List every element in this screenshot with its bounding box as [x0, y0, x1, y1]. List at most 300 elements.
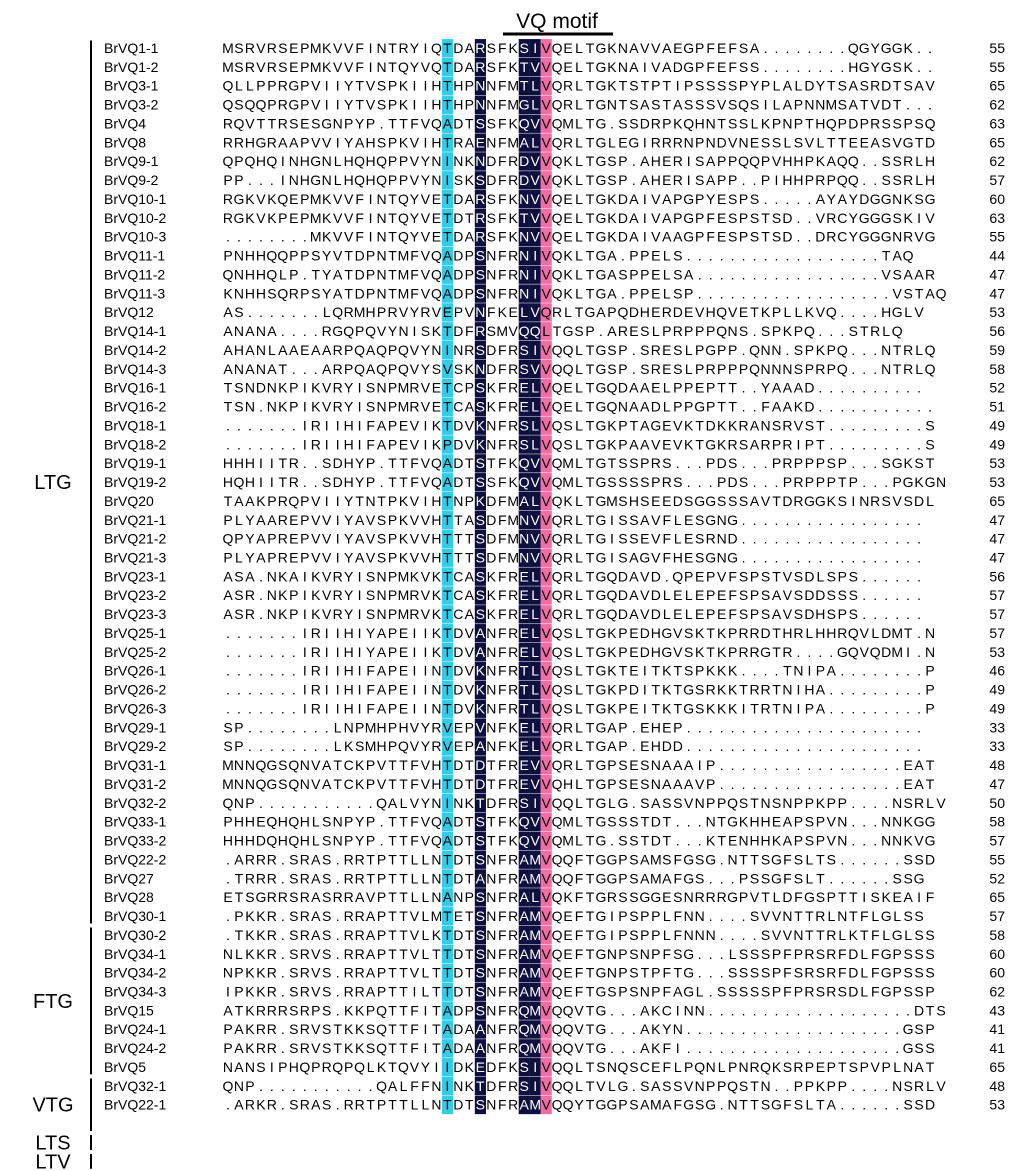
residue: A — [826, 153, 837, 170]
residue: H — [299, 153, 310, 170]
residue: L — [531, 568, 540, 585]
residue: S — [278, 775, 288, 792]
residue: . — [884, 851, 889, 868]
residue: R — [310, 662, 321, 679]
residue: . — [313, 719, 318, 736]
residue: L — [575, 285, 583, 302]
residue: N — [244, 398, 255, 415]
residue: R — [782, 417, 793, 434]
residue: . — [917, 96, 922, 113]
residue: . — [313, 323, 318, 340]
residue: E — [815, 1058, 826, 1075]
residue: S — [475, 285, 485, 302]
residue: N — [486, 247, 497, 264]
residue: I — [335, 417, 340, 434]
residue: . — [862, 700, 867, 717]
residue: G — [233, 190, 245, 207]
residue: L — [235, 945, 243, 962]
residue: E — [662, 492, 672, 509]
residue: F — [662, 945, 672, 962]
residue: R — [244, 870, 255, 887]
residue: . — [840, 1021, 845, 1038]
residue: G — [562, 323, 574, 340]
residue: G — [683, 851, 695, 868]
residue: P — [387, 568, 398, 585]
residue: Y — [343, 398, 354, 415]
residue: . — [280, 1096, 285, 1113]
residue: S — [640, 360, 650, 377]
residue: P — [705, 757, 716, 774]
residue: G — [617, 794, 629, 811]
residue: F — [662, 549, 672, 566]
residue: P — [793, 455, 804, 472]
residue: . — [763, 285, 768, 302]
residue: A — [354, 549, 365, 566]
residue: R — [255, 1002, 266, 1019]
residue: P — [343, 360, 354, 377]
residue: V — [420, 455, 431, 472]
residue: . — [884, 379, 889, 396]
residue: R — [266, 945, 277, 962]
residue: K — [376, 1058, 387, 1075]
residue: . — [873, 474, 878, 491]
residue: F — [497, 794, 507, 811]
residue: T — [388, 964, 397, 981]
residue: I — [807, 662, 812, 679]
residue: . — [697, 832, 702, 849]
residue: E — [300, 115, 310, 132]
residue: . — [280, 417, 285, 434]
residue: A — [782, 77, 793, 94]
residue: L — [311, 832, 320, 849]
residue: T — [585, 624, 595, 641]
residue: . — [280, 738, 285, 755]
residue: A — [519, 964, 529, 981]
residue: T — [585, 870, 595, 887]
residue: H — [222, 455, 234, 472]
residue: A — [322, 360, 332, 377]
residue: K — [278, 568, 288, 585]
residue: S — [662, 1077, 672, 1094]
residue: A — [782, 832, 793, 849]
residue: . — [873, 304, 878, 321]
residue: I — [258, 455, 263, 472]
sequence-name: BrVQ1-1 — [104, 40, 159, 56]
residue: Q — [518, 832, 530, 849]
residue: I — [335, 681, 340, 698]
residue: I — [357, 417, 362, 434]
residue: D — [727, 474, 738, 491]
residue: . — [280, 926, 285, 943]
residue: G — [924, 474, 936, 491]
residue: . — [226, 643, 230, 660]
residue: H — [453, 96, 464, 113]
residue: N — [837, 813, 848, 830]
residue: R — [266, 58, 277, 75]
residue: R — [354, 964, 365, 981]
residue: . — [862, 606, 867, 623]
residue: S — [234, 606, 244, 623]
residue: S — [607, 474, 617, 491]
residue: Q — [288, 492, 300, 509]
residue: . — [851, 832, 856, 849]
residue: T — [585, 172, 595, 189]
residue: Q — [551, 209, 563, 226]
residue: T — [706, 624, 715, 641]
residue: . — [906, 436, 911, 453]
residue: A — [771, 606, 782, 623]
residue: T — [816, 926, 825, 943]
residue: D — [453, 266, 464, 283]
residue: D — [881, 643, 892, 660]
residue: . — [368, 1077, 373, 1094]
residue: S — [618, 115, 628, 132]
residue: F — [497, 662, 507, 679]
residue: L — [531, 417, 540, 434]
residue: E — [519, 568, 529, 585]
residue: D — [453, 624, 464, 641]
residue: A — [256, 511, 266, 528]
residue: . — [774, 285, 779, 302]
residue: E — [563, 58, 573, 75]
residue: K — [464, 360, 475, 377]
residue: K — [343, 1021, 354, 1038]
residue: I — [335, 492, 340, 509]
residue: S — [695, 870, 705, 887]
residue: K — [475, 700, 485, 717]
residue: H — [343, 662, 354, 679]
residue: . — [774, 474, 779, 491]
residue: I — [412, 96, 417, 113]
residue: V — [541, 549, 551, 566]
residue: . — [609, 1021, 614, 1038]
residue: . — [818, 511, 823, 528]
residue: V — [760, 492, 771, 509]
residue: A — [442, 813, 453, 830]
residue: R — [826, 926, 837, 943]
residue: V — [322, 549, 332, 566]
residue: . — [280, 983, 285, 1000]
residue: A — [475, 1040, 485, 1057]
residue: S — [223, 719, 233, 736]
residue: I — [686, 153, 691, 170]
sequence-name: BrVQ11-2 — [104, 266, 166, 283]
residue: T — [585, 568, 595, 585]
residue: . — [917, 398, 922, 415]
residue: . — [280, 304, 285, 321]
residue: S — [618, 492, 628, 509]
residue: I — [357, 700, 362, 717]
residue: S — [322, 851, 332, 868]
residue: D — [804, 398, 815, 415]
residue: A — [234, 492, 244, 509]
residue: V — [333, 228, 343, 245]
residue: K — [343, 738, 354, 755]
residue: A — [311, 851, 321, 868]
residue: E — [442, 304, 453, 321]
residue: . — [862, 794, 867, 811]
residue: P — [815, 474, 826, 491]
residue: F — [421, 1077, 430, 1094]
residue: M — [529, 851, 541, 868]
residue: V — [541, 58, 551, 75]
residue: Q — [332, 1058, 344, 1075]
residue: Q — [551, 606, 563, 623]
residue: S — [738, 58, 749, 75]
residue: T — [717, 813, 726, 830]
residue: . — [763, 247, 768, 264]
residue: S — [629, 945, 639, 962]
residue: I — [269, 1058, 274, 1075]
residue: V — [464, 624, 475, 641]
residue: P — [376, 889, 387, 906]
residue: P — [793, 1077, 804, 1094]
residue: T — [585, 285, 595, 302]
residue: L — [399, 794, 408, 811]
residue: F — [410, 1040, 419, 1057]
residue: S — [793, 851, 804, 868]
residue: P — [804, 436, 815, 453]
residue: L — [662, 587, 671, 604]
residue: R — [277, 530, 288, 547]
residue: T — [673, 681, 683, 698]
residue: R — [870, 115, 881, 132]
residue: . — [928, 40, 933, 56]
residue: Q — [902, 247, 914, 264]
residue: T — [388, 983, 397, 1000]
residue: K — [322, 228, 332, 245]
sequence-length: 55 — [989, 58, 1005, 75]
residue: K — [651, 1002, 661, 1019]
residue: N — [519, 285, 530, 302]
residue: P — [365, 115, 376, 132]
residue: . — [719, 738, 724, 755]
residue: D — [332, 474, 343, 491]
residue: T — [662, 832, 672, 849]
residue: V — [409, 530, 420, 547]
residue: R — [508, 247, 519, 264]
residue: . — [631, 794, 636, 811]
residue: . — [906, 700, 911, 717]
residue: N — [727, 1096, 738, 1113]
residue: . — [313, 474, 318, 491]
residue: . — [884, 794, 889, 811]
residue: . — [763, 549, 768, 566]
residue: P — [365, 775, 376, 792]
residue: A — [464, 398, 475, 415]
residue: T — [585, 794, 595, 811]
residue: Q — [430, 474, 442, 491]
residue: . — [258, 304, 263, 321]
residue: . — [917, 40, 922, 56]
residue: N — [475, 153, 486, 170]
residue: . — [335, 1002, 340, 1019]
residue: P — [234, 719, 244, 736]
residue: P — [387, 700, 398, 717]
residue: V — [409, 926, 420, 943]
residue: F — [486, 304, 496, 321]
residue: F — [497, 624, 507, 641]
sequence-length: 41 — [989, 1021, 1005, 1038]
residue: . — [269, 719, 274, 736]
sequence-length: 57 — [989, 832, 1005, 849]
residue: . — [829, 285, 834, 302]
residue: L — [608, 1077, 616, 1094]
residue: F — [355, 58, 364, 75]
residue: . — [818, 323, 823, 340]
residue: L — [728, 945, 737, 962]
residue: R — [837, 624, 848, 641]
residue: T — [651, 700, 661, 717]
residue: S — [925, 945, 935, 962]
residue: T — [848, 908, 858, 925]
residue: M — [353, 304, 366, 321]
residue: G — [705, 549, 717, 566]
residue: V — [541, 1058, 551, 1075]
residue: R — [222, 134, 234, 151]
residue: . — [291, 304, 296, 321]
residue: . — [851, 1077, 856, 1094]
residue: T — [443, 700, 452, 717]
residue: S — [278, 757, 288, 774]
residue: N — [837, 832, 848, 849]
residue: T — [805, 115, 814, 132]
residue: P — [684, 323, 694, 340]
residue: A — [662, 209, 672, 226]
residue: . — [686, 247, 691, 264]
residue: S — [881, 492, 891, 509]
residue: . — [763, 58, 768, 75]
residue: T — [585, 209, 595, 226]
residue: . — [818, 247, 823, 264]
residue: G — [902, 474, 914, 491]
residue: . — [818, 643, 823, 660]
sequence-length: 55 — [989, 851, 1005, 868]
residue: R — [299, 964, 310, 981]
residue: H — [376, 738, 387, 755]
residue: I — [258, 474, 263, 491]
residue: I — [357, 606, 362, 623]
residue: S — [695, 1096, 705, 1113]
residue: S — [914, 983, 924, 1000]
residue: T — [465, 908, 474, 925]
residue: G — [694, 398, 706, 415]
residue: . — [906, 530, 911, 547]
residue: T — [432, 964, 441, 981]
residue: . — [796, 738, 801, 755]
residue: P — [771, 945, 782, 962]
residue: V — [749, 889, 760, 906]
residue: V — [420, 775, 431, 792]
residue: G — [595, 794, 607, 811]
residue: S — [903, 285, 913, 302]
residue: P — [695, 360, 705, 377]
residue: F — [497, 77, 507, 94]
residue: Q — [836, 172, 848, 189]
residue: P — [651, 964, 661, 981]
residue: T — [585, 549, 595, 566]
residue: A — [475, 643, 485, 660]
residue: Q — [266, 813, 278, 830]
residue: L — [575, 738, 583, 755]
residue: K — [278, 606, 288, 623]
residue: Q — [430, 813, 442, 830]
residue: T — [640, 77, 650, 94]
residue: Q — [288, 832, 300, 849]
residue: H — [255, 247, 266, 264]
residue: . — [796, 209, 801, 226]
residue: M — [507, 492, 520, 509]
residue: L — [531, 77, 540, 94]
residue: . — [719, 945, 724, 962]
residue: R — [343, 870, 354, 887]
residue: A — [475, 624, 485, 641]
residue: Y — [365, 624, 376, 641]
residue: V — [651, 209, 661, 226]
residue: P — [640, 455, 650, 472]
residue: A — [662, 757, 672, 774]
residue: S — [365, 587, 376, 604]
residue: P — [738, 870, 749, 887]
residue: V — [365, 77, 376, 94]
residue: D — [453, 209, 464, 226]
residue: . — [752, 662, 757, 679]
residue: A — [914, 757, 924, 774]
residue: P — [387, 719, 398, 736]
residue: Q — [617, 1058, 629, 1075]
residue: . — [258, 738, 263, 755]
residue: P — [640, 266, 650, 283]
residue: N — [431, 153, 442, 170]
residue: V — [420, 247, 431, 264]
residue: V — [651, 511, 661, 528]
residue: D — [617, 228, 628, 245]
residue: . — [862, 153, 867, 170]
residue: Q — [551, 1040, 563, 1057]
residue: Q — [562, 1077, 574, 1094]
residue: T — [388, 209, 397, 226]
residue: R — [508, 1077, 519, 1094]
residue: Q — [551, 681, 563, 698]
residue: T — [816, 870, 825, 887]
residue: K — [684, 436, 694, 453]
residue: F — [497, 417, 507, 434]
residue: V — [640, 606, 650, 623]
residue: . — [258, 417, 263, 434]
residue: S — [749, 209, 760, 226]
residue: A — [519, 870, 529, 887]
residue: S — [486, 323, 496, 340]
residue: R — [749, 681, 760, 698]
residue: . — [840, 323, 845, 340]
residue: E — [738, 304, 749, 321]
residue: F — [728, 587, 737, 604]
residue: A — [607, 247, 617, 264]
residue: S — [738, 983, 749, 1000]
residue: K — [354, 757, 365, 774]
residue: . — [829, 700, 834, 717]
residue: R — [793, 624, 804, 641]
residue: Q — [277, 247, 289, 264]
residue: . — [686, 813, 691, 830]
residue: A — [782, 398, 793, 415]
residue: V — [333, 247, 343, 264]
residue: Y — [354, 813, 365, 830]
residue: I — [357, 662, 362, 679]
residue: . — [774, 738, 779, 755]
residue: T — [585, 1002, 595, 1019]
sequence-length: 63 — [989, 209, 1005, 226]
